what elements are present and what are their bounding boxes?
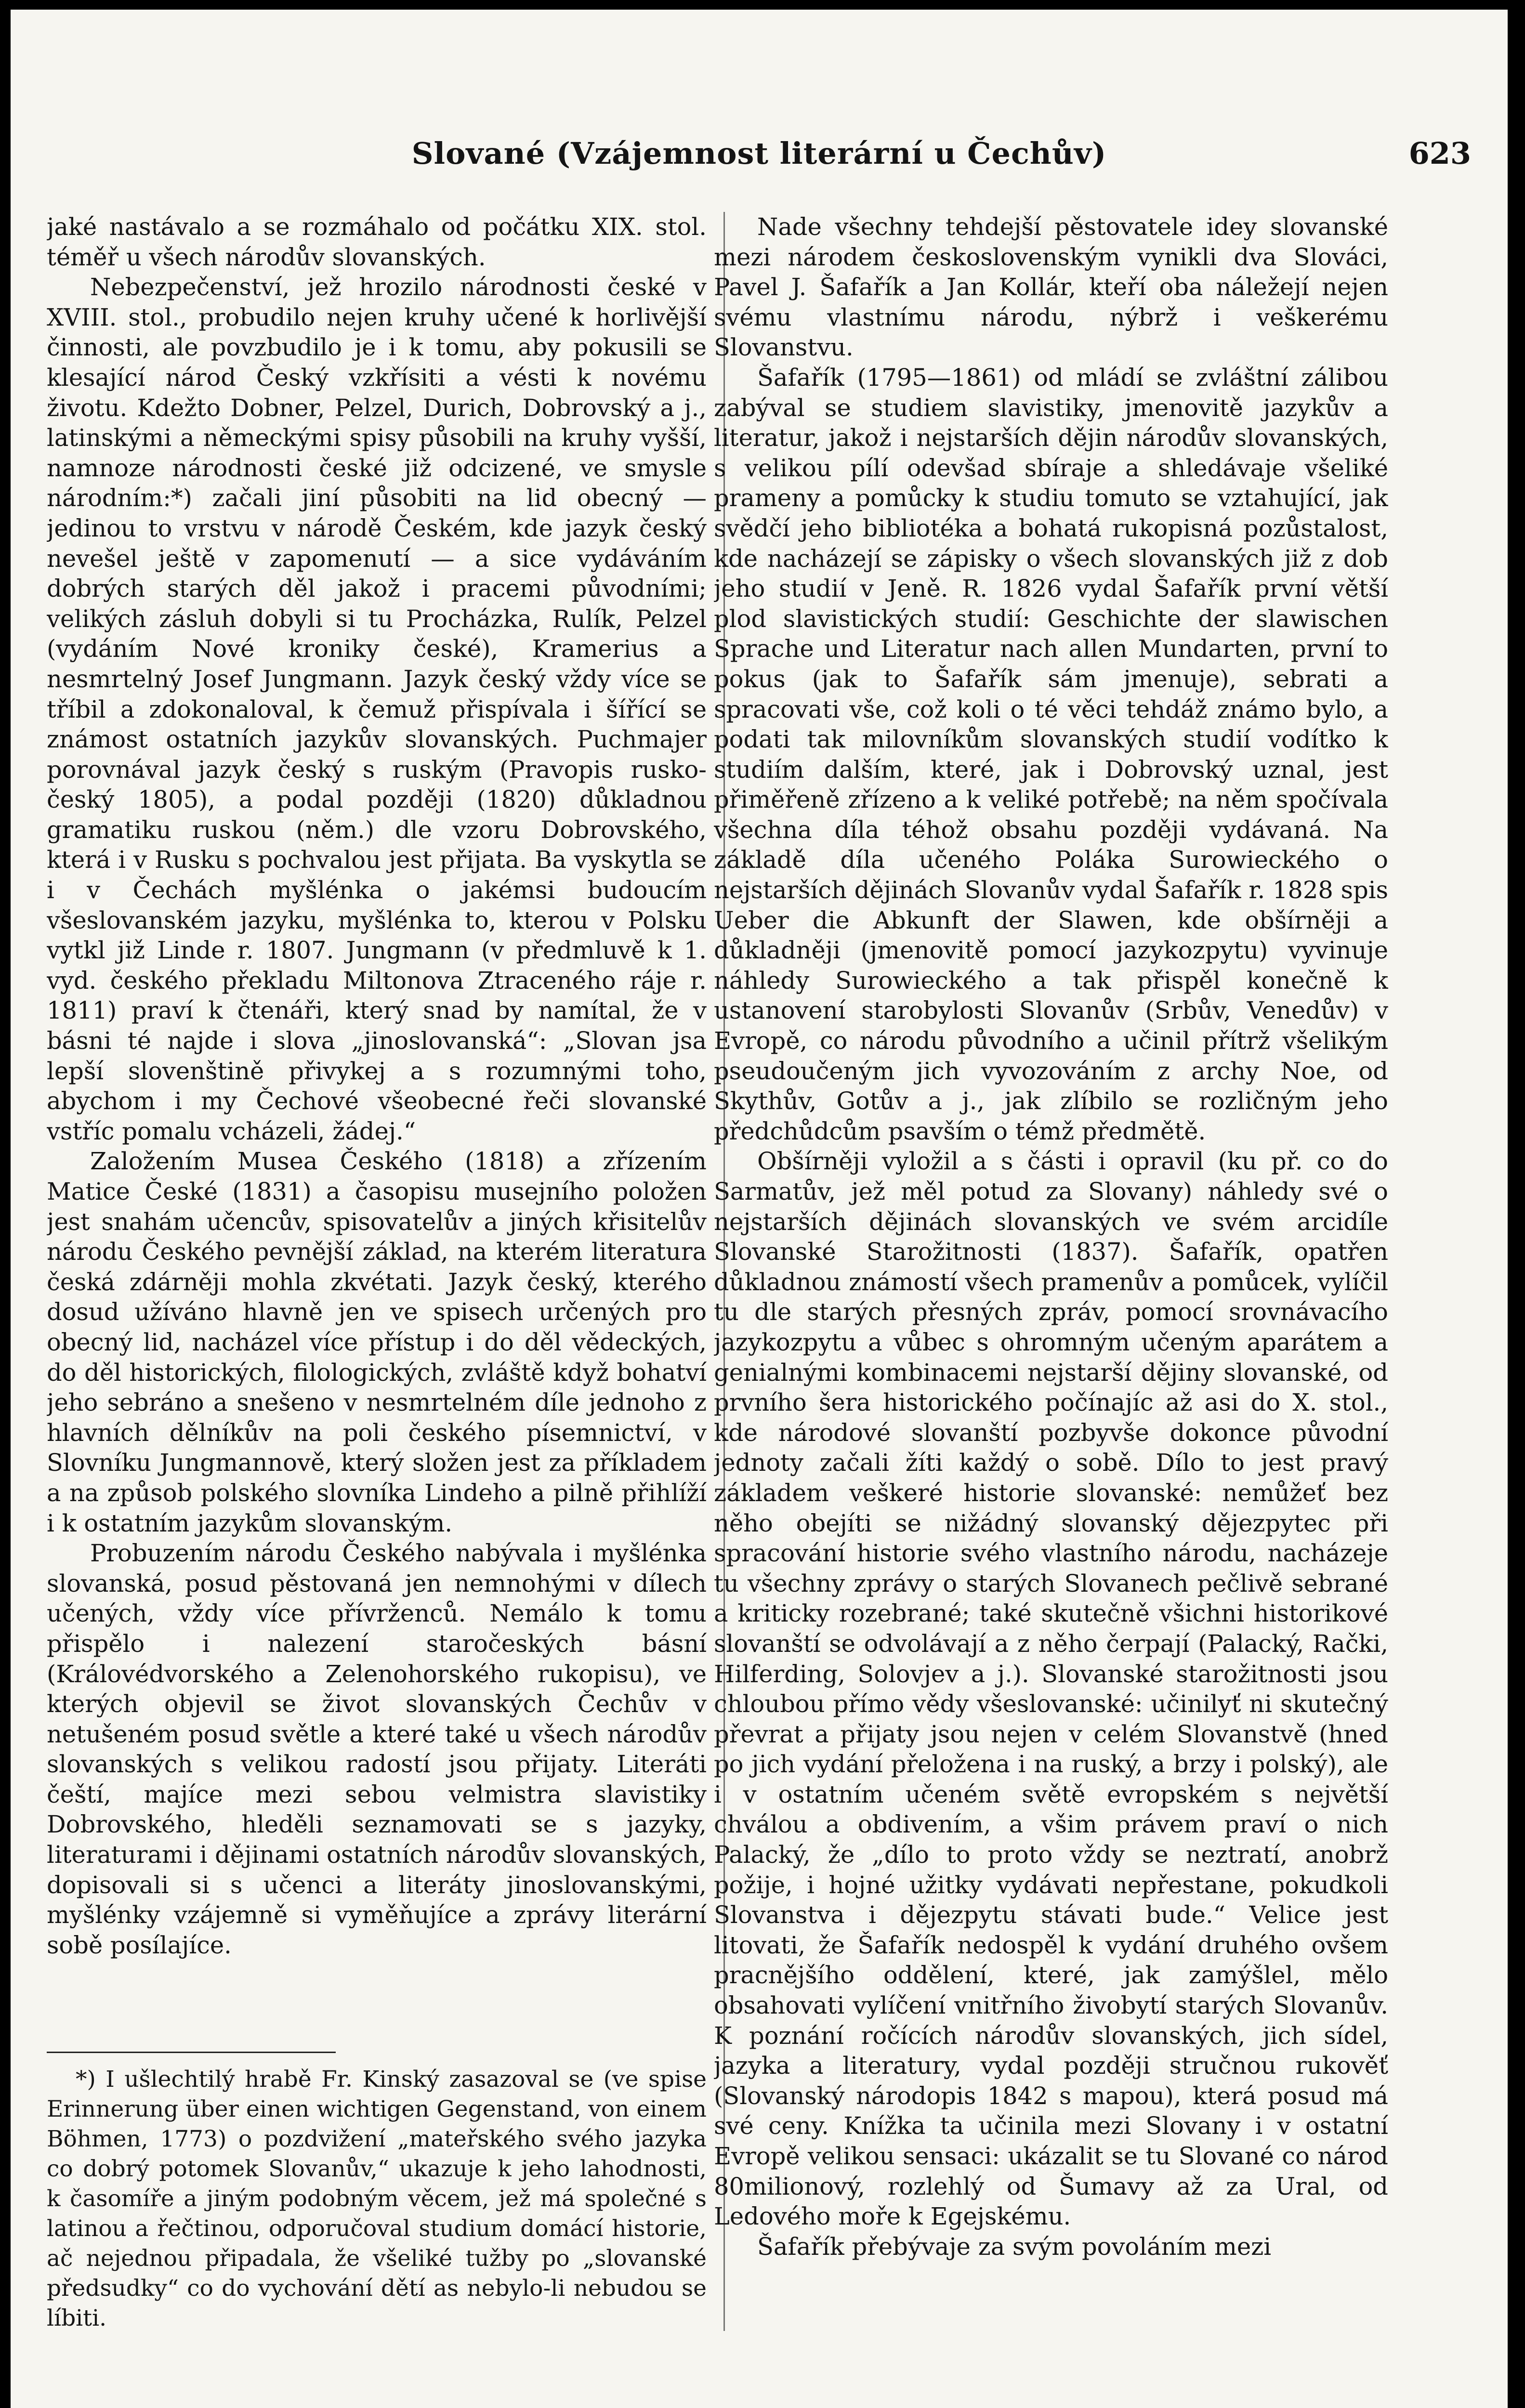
- paragraph: Nade všechny tehdejší pěstovatele idey slovanské mezi národem československým vynikli dva Slováci, Pavel J. Šafařík a Jan Kollár, kteří oba náležejí nejen svému vlastnímu národu, nýbrž i veškerému Slovanstvu.: [714, 213, 1388, 362]
- footnote-text: *) I ušlechtilý hrabě Fr. Kinský zasazoval se (ve spise Erinnerung über einen wichtigen Gegenstand, von einem Böhmen, 1773) o pozdvižení „mateřského svého jazyka co dobrý potomek Slovanův,“ ukazuje k jeho lahodnosti, k časomíře a jiným podobným věcem, jež má společné s latinou a řečtinou, odporučoval studium domácí historie, ač nejednou připadala, že všeliké tužby po „slovanské předsudky“ co do vychování dětí as nebylo-li nebudou se líbiti.: [47, 2066, 707, 2332]
- footnote: [47, 2052, 707, 2333]
- footnote-rule: [47, 2052, 336, 2053]
- page-number: 623: [1408, 136, 1471, 171]
- page-header: [11, 136, 1508, 184]
- paragraph: Šafařík (1795—1861) od mládí se zvláštní zálibou zabýval se studiem slavistiky, jmenovitě jazykův a literatur, jakož i nejstarších dějin národův slovanských, s velikou pílí odevšad sbíraje a shledávaje všeliké prameny a pomůcky k studiu tomuto se vztahující, jak svědčí jeho bibliotéka a bohatá rukopisná pozůstalost, kde nacházejí se zápisky o všech slovanských již z dob jeho studií v Jeně. R. 1826 vydal Šafařík první větší plod slavistických studií: Geschichte der slawischen Sprache und Literatur nach allen Mundarten, první to pokus (jak to Šafařík sám jmenuje), sebrati a spracovati vše, což koli o té věci tehdáž známo bylo, a podati tak milovníkům slovanských studií vodítko k studiím dalším, které, jak i Dobrovský uznal, jest přiměřeně zřízeno a k veliké potřebě; na něm spočívala všechna díla téhož obsahu později vydávaná. Na základě díla učeného Poláka Surowieckého o nejstarších dějinách Slovanův vydal Šafařík r. 1828 spis Ueber die Abkunft der Slawen, kde obšírněji a důkladněji (jmenovitě pomocí jazykozpytu) vyvinuje náhledy Surowieckého a tak přispěl konečně k ustanovení starobylosti Slovanův (Srbův, Venedův) v Evropě, co národu původního a učinil přítrž všelikým pseudoučeným jich vyvozováním z archy Noe, od Skythův, Gotův a j., jak zlíbilo se rozličným jeho předchůdcům psavším o témž předmětě.: [714, 363, 1388, 1145]
- document-page: [11, 10, 1508, 2408]
- paragraph: Šafařík přebývaje za svým povoláním mezi: [757, 2232, 1272, 2261]
- paragraph: jaké nastávalo a se rozmáhalo od počátku XIX. stol. téměř u všech národův slovanských.: [47, 213, 707, 271]
- running-title: Slované (Vzájemnost literární u Čechův): [411, 136, 1107, 171]
- paragraph: Obšírněji vyložil a s části i opravil (ku př. co do Sarmatův, jež měl potud za Slovany) náhledy své o nejstarších dějinách slovanských ve svém arcidíle Slovanské Starožitnosti (1837). Šafařík, opatřen důkladnou známostí všech pramenův a pomůcek, vylíčil tu dle starých přesných zpráv, pomocí srovnávacího jazykozpytu a vůbec s ohromným učeným aparátem a genialnými kombinacemi nejstarší dějiny slovanské, od prvního šera historického počínajíc až asi do X. stol., kde národové slovanští pozbyvše dokonce původní jednoty začali žíti každý o sobě. Dílo to jest pravý základem veškeré historie slovanské: nemůžeť bez něho obejíti se nižádný slovanský dějezpytec při spracování historie svého vlastního národu, nacházeje tu všechny zprávy o starých Slovanech pečlivě sebrané a kriticky rozebrané; také skutečně všichni historikové slovanští se odvolávají a z něho čerpají (Palacký, Rački, Hilferding, Solovjev a j.). Slovanské starožitnosti jsou chloubou přímo vědy všeslovanské: učinilyť ni skutečný převrat a přijaty jsou nejen v celém Slovanstvě (hned po jich vydání přeložena i na ruský, a brzy i polský), ale i v ostatním učeném světě evropském s největší chválou a obdivením, a všim právem praví o nich Palacký, že „dílo to proto vždy se neztratí, anobrž požije, i hojné užitky vydávati nepřestane, pokudkoli Slovanstva i dějezpytu stávati bude.“ Velice jest litovati, že Šafařík nedospěl k vydání druhého ovšem pracnějšího oddělení, které, jak zamýšlel, mělo obsahovati vylíčení vnitřního živobytí starých Slovanův. K poznání ročících národův slovanských, jich sídel, jazyka a literatury, vydal později stručnou rukověť (Slovanský národopis 1842 s mapou), která posud má své ceny. Knížka ta učinila mezi Slovany i v ostatní Evropě velikou sensaci: ukázalit se tu Slované co národ 80milionový, rozlehlý od Šumavy až za Ural, od Ledového moře k Egejskému.: [714, 1147, 1388, 2231]
- paragraph: Nebezpečenství, jež hrozilo národnosti české v XVIII. stol., probudilo nejen kruhy učené k horlivější činnosti, ale povzbudilo je i k tomu, aby pokusili se klesající národ Český vzkřísiti a vésti k novému životu. Kdežto Dobner, Pelzel, Durich, Dobrovský a j., latinskými a německými spisy působili na kruhy vyšší, namnoze národnosti české již odcizené, ve smysle národním:*) začali jiní působiti na lid obecný — jedinou to vrstvu v národě Českém, kde jazyk český nevešel ještě v zapomenutí — a sice vydáváním dobrých starých děl jakož i pracemi původními; velikých zásluh dobyli si tu Procházka, Rulík, Pelzel (vydáním Nové kroniky české), Kramerius a nesmrtelný Josef Jungmann. Jazyk český vždy více se tříbil a zdokonaloval, k čemuž přispívala i šířící se známost ostatních jazykův slovanských. Puchmajer porovnával jazyk český s ruským (Pravopis rusko-český 1805), a podal později (1820) důkladnou gramatiku ruskou (něm.) dle vzoru Dobrovského, která i v Rusku s pochvalou jest přijata. Ba vyskytla se i v Čechách myšlénka o jakémsi budoucím všeslovanském jazyku, myšlénka to, kterou v Polsku vytkl již Linde r. 1807. Jungmann (v předmluvě k 1. vyd. českého překladu Miltonova Ztraceného ráje r. 1811) praví k čtenáři, který snad by namítal, že v básni té najde i slova „jinoslovanská“: „Slovan jsa lepší slovenštině přivykej a s rozumnými toho, abychom i my Čechové všeobecné řeči slovanské vstříc pomalu vcházeli, žádej.“: [47, 273, 707, 1145]
- paragraph: Probuzením národu Českého nabývala i myšlénka slovanská, posud pěstovaná jen nemnohými v dílech učených, vždy více přívrženců. Nemálo k tomu přispělo i nalezení staročeských básní (Královédvorského a Zelenohorského rukopisu), ve kterých objevil se život slovanských Čechův v netušeném posud světle a které také u všech národův slovanských s velikou radostí jsou přijaty. Literáti čeští, majíce mezi sebou velmistra slavistiky Dobrovského, hleděli seznamovati se s jazyky, literaturami i dějinami ostatních národův slovanských, dopisovali si s učenci a literáty jinoslovanskými, myšlénky vzájemně si vyměňujíce a zprávy literární sobě posílajíce.: [47, 1539, 707, 1959]
- right-column: [714, 212, 1388, 2408]
- paragraph: Založením Musea Českého (1818) a zřízením Matice České (1831) a časopisu musejního položen jest snahám učencův, spisovatelův a jiných křisitelův národu Českého pevnější základ, na kterém literatura česká zdárněji mohla zkvétati. Jazyk český, kterého dosud užíváno hlavně jen ve spisech určených pro obecný lid, nacházel více přístup i do děl vědeckých, do děl historických, filologických, zvláště když bohatví jeho sebráno a snešeno v nesmrtelném díle jednoho z hlavních dělníkův na poli českého písemnictví, v Slovníku Jungmannově, který složen jest za příkladem a na způsob polského slovníka Lindeho a pilně přihlíží i k ostatním jazykům slovanským.: [47, 1147, 707, 1537]
- left-column: [47, 212, 707, 2408]
